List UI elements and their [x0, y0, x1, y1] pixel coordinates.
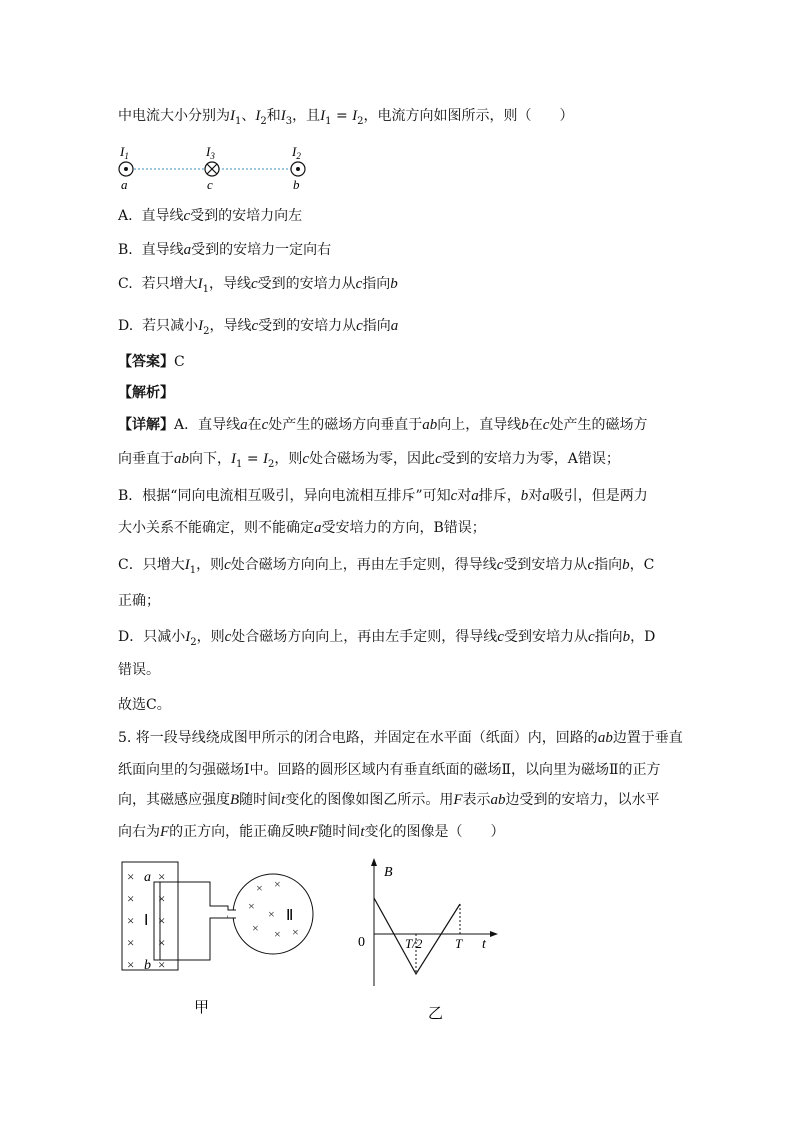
svg-text:×: ×	[274, 877, 281, 891]
q4-option-d: D. 若只减小$I_2$，导线c受到的安培力从c指向a	[118, 318, 399, 337]
label-b: b	[293, 177, 300, 192]
caption-yi: 乙	[428, 1006, 444, 1022]
x-axis-label: t	[482, 937, 486, 952]
q5-line3: 向，其磁感应强度B随时间t变化的图像如图乙所示。用F表示ab边受到的安培力，以水平	[118, 792, 660, 808]
svg-text:×: ×	[248, 899, 255, 913]
detail-c-line1: C．只增大$I_1$，则c处合磁场方向向上，再由左手定则，得导线c受到安培力从c指向b，C	[118, 557, 655, 576]
svg-text:×: ×	[158, 891, 166, 906]
detail-c-line2: 正确；	[118, 593, 160, 609]
tick-full-period: T	[455, 936, 463, 951]
svg-text:×: ×	[127, 891, 135, 906]
fig-jia	[116, 856, 338, 1026]
y-axis-label: B	[384, 865, 393, 880]
q4-wire-figure	[112, 142, 312, 196]
svg-text:×: ×	[274, 927, 281, 941]
label-c: c	[207, 177, 213, 192]
q4-conclusion: 故选C。	[118, 697, 171, 713]
caption-jia: 甲	[194, 1000, 210, 1016]
svg-text:×: ×	[127, 913, 135, 928]
q4-option-c: C. 若只增大$I_1$，导线c受到的安培力从c指向b	[118, 276, 398, 295]
detail-b-line1: B．根据“同向电流相互吸引，异向电流相互排斥”可知c对a排斥，b对a吸引，但是两力	[118, 488, 648, 504]
svg-text:×: ×	[127, 957, 135, 972]
detail-a-line2: 向垂直于ab向下，$I_1 = I_2$，则c处合磁场为零，因此c受到的安培力为零，A错误；	[118, 451, 620, 470]
detail-b-line2: 大小关系不能确定，则不能确定a受安培力的方向，B错误；	[118, 520, 486, 536]
answer-label: 【答案】	[118, 354, 174, 370]
answer-value: C	[174, 354, 185, 370]
svg-text:×: ×	[252, 921, 259, 935]
svg-text:×: ×	[158, 935, 166, 950]
label-I3: $I_3$	[206, 144, 215, 161]
fig-yi	[350, 856, 500, 1026]
label-region-2: Ⅱ	[286, 908, 294, 924]
label-I2: $I_2$	[292, 144, 301, 161]
svg-text:×: ×	[256, 881, 263, 895]
q5-line1: 5. 将一段导线绕成图甲所示的闭合电路，并固定在水平面（纸面）内，回路的ab边置于垂直	[118, 730, 683, 746]
q4-option-a: A. 直导线c受到的安培力向左	[118, 208, 303, 224]
q4-option-b: B. 直导线a受到的安培力一定向右	[118, 242, 332, 258]
svg-text:×: ×	[158, 869, 166, 884]
q4-stem: 中电流大小分别为$I_1$、$I_2$和$I_3$，且$I_1 = I_2$，电流方向如图所示，则（ ）	[118, 108, 574, 127]
origin-label: 0	[358, 935, 365, 950]
y-axis-arrow-icon	[371, 858, 377, 866]
detail-d-line2: 错误。	[118, 662, 160, 678]
label-a: a	[121, 177, 128, 192]
svg-text:×: ×	[158, 957, 166, 972]
svg-text:×: ×	[292, 925, 299, 939]
label-I1: $I_1$	[120, 144, 129, 161]
q5-line4: 向右为F的正方向，能正确反映F随时间t变化的图像是（ ）	[118, 824, 505, 840]
label-region-1: Ⅰ	[144, 913, 149, 929]
svg-text:×: ×	[127, 869, 135, 884]
detail-a-line1: 【详解】A．直导线a在c处产生的磁场方向垂直于ab向上，直导线b在c处产生的磁场方	[118, 417, 648, 433]
circuit-wire-bottom	[160, 916, 234, 960]
q5-line2: 纸面向里的匀强磁场Ⅰ中。回路的圆形区域内有垂直纸面的磁场Ⅱ，以向里为磁场Ⅱ的正方	[118, 762, 661, 778]
q4-answer	[118, 352, 185, 372]
x-axis-arrow-icon	[490, 931, 498, 937]
tick-half-period: T/2	[405, 936, 423, 951]
svg-text:×: ×	[158, 913, 166, 928]
label-jia-a: a	[144, 870, 151, 885]
label-jia-b: b	[144, 958, 151, 973]
q4-analysis-label: 【解析】	[118, 385, 174, 401]
svg-text:×: ×	[127, 935, 135, 950]
circuit-wire-top	[160, 882, 234, 912]
detail-d-line1: D．只减小$I_2$，则c处合磁场方向向上，再由左手定则，得导线c受到安培力从c指向b，D	[118, 629, 656, 648]
svg-text:×: ×	[268, 907, 275, 921]
